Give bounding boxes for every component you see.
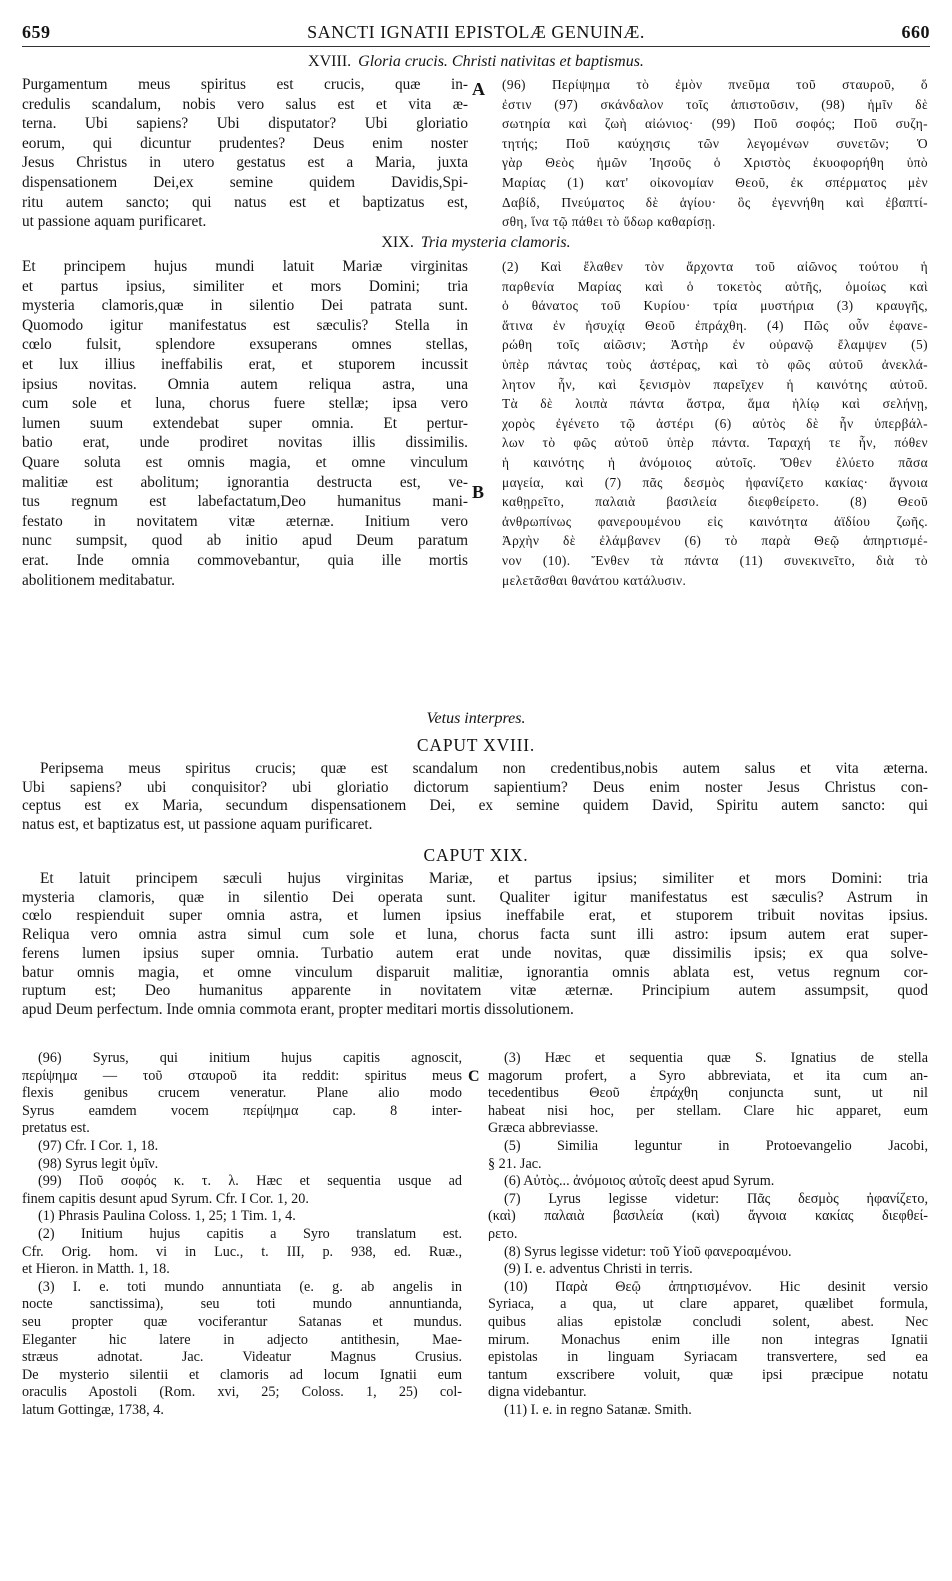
latin-line: malitiæ est abolitum; ignorantia destructa est, ve-	[22, 473, 468, 491]
footnotes-left	[22, 1050, 462, 1419]
footnote-line: latum Gottingæ, 1738, 4.	[22, 1401, 164, 1418]
footnote-line: (5) Similia leguntur in Protoevangelio Jacobi,	[504, 1137, 928, 1154]
greek-line: ἀνθρωπίνως φανερουμένου εἰς καινότητα ἀϊδίου ζωῆς.	[502, 513, 928, 529]
latin-line: nunc sumpsit, quod ab initio apud Deum paratum	[22, 532, 468, 550]
footnote-line: pretatus est.	[22, 1120, 90, 1137]
greek-line: λητον ἦν, καὶ ξενισμὸν παρεῖχεν ἡ καινότης αὐτοῦ.	[502, 376, 928, 392]
latin-line: et lux illius ineffabilis erat, et stuporem incussit	[22, 355, 468, 373]
latin-line: cum sole et luna, chorus fuere stellæ; ipsa vero	[22, 395, 468, 413]
greek-column-xviii	[502, 75, 928, 232]
footnote-line: Syrus eamdem vocem περίψημα cap. 8 inter-	[22, 1102, 462, 1119]
latin-line: terna. Ubi sapiens? Ubi disputator? Ubi gloriatio	[22, 115, 468, 133]
footnote-line: Cfr. Orig. hom. vi in Luc., t. III, p. 938, ed. Ruæ.,	[22, 1243, 462, 1260]
footnote-line: finem capitis desunt apud Syrum. Cfr. I Cor. 1, 20.	[22, 1190, 309, 1207]
footnote-line: (7) Lyrus legisse videtur: Πᾶς δεσμὸς ἠφανίζετο,	[504, 1190, 928, 1207]
latin-line: Purgamentum meus spiritus est crucis, quæ in-	[22, 76, 468, 93]
latin-column-xix	[22, 257, 468, 590]
caput-xix-heading: CAPUT XIX.	[423, 845, 529, 865]
running-title: SANCTI IGNATII EPISTOLÆ GENUINÆ.	[307, 22, 645, 42]
margin-marker-a: A	[472, 79, 485, 99]
section-title: Tria mysteria clamoris.	[420, 234, 571, 251]
footnote-line: (3) I. e. toti mundo annuntiata (e. g. ab angelis in	[38, 1278, 462, 1295]
footnote-line: ρετο.	[488, 1225, 518, 1242]
footnote-line: Syriaca, a qua, ut clare apparet, quælibet formula,	[488, 1296, 928, 1313]
latin-line: Quomodo igitur manifestatus est sæculis? Stella in	[22, 316, 468, 334]
margin-marker-b: B	[472, 482, 485, 502]
footnote-line: Græca abbreviasse.	[488, 1120, 599, 1137]
footnote-line: (96) Syrus, qui initium hujus capitis agnoscit,	[38, 1050, 462, 1066]
footnote-line: (8) Syrus legisse videtur: τοῦ Υἱοῦ φανεροαμένου.	[504, 1243, 792, 1260]
greek-line: ἐστιν (97) σκάνδαλον τοῖς ἀπιστοῦσιν, (98) ἡμῖν δὲ	[502, 96, 928, 112]
latin-line: mysteria clamoris,quæ in silentio Dei patrata sunt.	[22, 297, 468, 315]
footnote-line: De mysterio silentii et clamoris ad locum Ignatii eum	[22, 1366, 462, 1383]
footnote-line: (καὶ) παλαιὰ βασιλεία (καὶ) ἄγνοια κακίας διεφθεί-	[488, 1208, 928, 1225]
footnotes-right	[488, 1050, 928, 1419]
section-numeral: XIX.	[381, 234, 414, 251]
greek-line: παρθενία Μαρίας καὶ ὁ τοκετὸς αὐτῆς, ὁμοίως καὶ	[502, 278, 928, 294]
vetus-line: natus est, et baptizatus est, ut passione aquam purificaret.	[22, 816, 373, 834]
vetus-line: batur omnis magia, et omne vinculum disparuit malitiæ, ignorantia omnis ablata est, vetus regnum cor-	[22, 963, 928, 981]
latin-line: et partus ipsius, similiter et mors Domini; tria	[22, 277, 468, 295]
footnote-line: stræus adnotat. Jac. Videatur Magnus Crusius.	[22, 1349, 462, 1366]
vetus-line: Ubi sapiens? ubi conquisitor? ubi gloriatio dictorum sapientium? Deus enim noster Jesus Christus con-	[22, 778, 928, 796]
vetus-line: Peripsema meus spiritus crucis; quæ est scandalum non credentibus,nobis autem salus et vita æterna.	[40, 760, 928, 777]
latin-line: Et principem hujus mundi latuit Mariæ virginitas	[22, 258, 468, 275]
latin-line: ut passione aquam purificaret.	[22, 213, 207, 231]
greek-line: (2) Καὶ ἔλαθεν τὸν ἄρχοντα τοῦ αἰῶνος τούτου ἡ	[502, 259, 928, 274]
vetus-interpres-heading: Vetus interpres.	[426, 710, 526, 727]
section-heading-xviii	[0, 52, 952, 72]
greek-line: Δαβίδ, Πνεύματος δὲ ἁγίου· ὃς ἐγεννήθη καὶ ἐβαπτί-	[502, 194, 928, 210]
footnote-line: (1) Phrasis Paulina Coloss. 1, 25; 1 Tim. 1, 4.	[38, 1208, 296, 1225]
margin-marker-c: C	[468, 1068, 480, 1085]
vetus-line: mysteria clamoris, quæ in silentio Dei operata sunt. Qualiter igitur manifestatus est sæculis? Astrum in	[22, 888, 928, 906]
footnote-line: (2) Initium hujus capitis a Syro translatum est.	[38, 1225, 462, 1242]
greek-line: λων τὸ φῶς αὐτοῦ ὑπὲρ πάντα. Ταραχή τε ἦν, πόθεν	[502, 435, 928, 451]
footnote-line: (3) Hæc et sequentia quæ S. Ignatius de stella	[504, 1050, 928, 1066]
caput-xviii-text	[22, 760, 928, 835]
section-numeral: XVIII.	[308, 53, 352, 70]
greek-line: Μαρίας (1) κατ' οἰκονομίαν Θεοῦ, ἐκ σπέρματος μὲν	[502, 174, 928, 190]
vetus-line: Et latuit principem sæculi hujus virginitas Mariæ, et partus ipsius; similiter et mors Domini: tria	[40, 870, 928, 887]
latin-line: tus regnum est labefactatum,Deo humanitus mani-	[22, 493, 468, 511]
footnote-line: (9) I. e. adventus Christi in terris.	[504, 1261, 693, 1278]
greek-line: ἅτινα ἐν ἡσυχίᾳ Θεοῦ ἐπράχθη. (4) Πῶς οὖν ἐφανε-	[502, 317, 928, 333]
latin-line: Quare soluta est omnis magia, et omne vinculum	[22, 453, 468, 471]
vetus-line: Reliqua vero omnia astra simul cum sole et luna, chorus facta sunt illi astro: ipsum autem erat super-	[22, 926, 928, 944]
footnote-line: Eleganter hic latere in adjecto antithesin, Mae-	[22, 1331, 462, 1348]
latin-line: Jesus Christus in utero gestatus est a Maria, juxta	[22, 154, 468, 172]
greek-line: Ἀρχὴν δὲ ἐλάμβανεν (6) τὸ παρὰ Θεῷ ἀπηρτισμέ-	[502, 533, 928, 549]
footnote-line: digna videbantur.	[488, 1384, 587, 1401]
greek-line: σθη, ἵνα τῷ πάθει τὸ ὕδωρ καθαρίσῃ.	[502, 214, 716, 230]
section-title: Gloria crucis. Christi nativitas et baptismus.	[358, 53, 644, 70]
greek-line: μελετᾶσθαι θανάτου κατάλυσιν.	[502, 572, 687, 588]
footnote-line: flexis genibus crucem veneratur. Plane alio modo	[22, 1085, 462, 1102]
latin-line: batio erat, unde prodiret novitas illis dissimilis.	[22, 434, 468, 452]
vetus-line: cœlo respienduit super omnia astra, et lumen ipsius ineffabile erat, et stuporem tribuit novitas ipsius.	[22, 907, 928, 925]
latin-line: lumen suum extendebat super omnia. Et pertur-	[22, 414, 468, 432]
greek-line: ὁ θάνατος τοῦ Κυρίου· τρία μυστήρια (3) κραυγῆς,	[502, 298, 928, 314]
footnote-line: quibus alias epistolæ concludi solent, abest. Nec	[488, 1313, 928, 1330]
greek-line: ἡ καινότης ἡ ἀνόμοιος αὐτοῖς. Ὅθεν ἐλύετο πᾶσα	[502, 454, 928, 470]
footnote-line: mirum. Monachus enim ille non integras Ignatii	[488, 1331, 928, 1348]
latin-column-xviii	[22, 75, 468, 232]
page-number-left: 659	[22, 22, 51, 42]
greek-line: σωτηρία καὶ ζωὴ αἰώνιος· (99) Ποῦ σοφός; Ποῦ συζη-	[502, 116, 928, 132]
greek-line: (96) Περίψημα τὸ ἐμὸν πνεῦμα τοῦ σταυροῦ, ὅ	[502, 77, 928, 92]
greek-line: Τὰ δὲ λοιπὰ πάντα ἄστρα, ἅμα ἡλίῳ καὶ σελήνῃ,	[502, 396, 928, 412]
latin-line: ritu autem sancto; qui natus est et baptizatus est,	[22, 193, 468, 211]
footnote-line: et Hieron. in Matth. 1, 18.	[22, 1261, 170, 1278]
caput-xviii-heading: CAPUT XVIII.	[416, 735, 536, 755]
footnote-line: (98) Syrus legit ὑμῖν.	[38, 1155, 159, 1172]
footnote-line: § 21. Jac.	[488, 1155, 542, 1172]
footnote-line: magorum profert, a Syro abbreviata, et ita cum an-	[488, 1067, 928, 1084]
latin-line: credulis scandalum, nobis vero salus est et vita æ-	[22, 95, 468, 113]
latin-line: dispensationem Dei,ex semine quidem Davidis,Spi-	[22, 173, 468, 191]
footnote-line: tecedentibus Θεοῦ ἐπράχθη conjuncta sunt, ut nil	[488, 1085, 928, 1102]
latin-line: erat. Inde omnia commovebantur, quia ille mortis	[22, 551, 468, 569]
footnote-line: (11) I. e. in regno Satanæ. Smith.	[504, 1401, 692, 1418]
vetus-line: ruptum est; Deo humanitus apparente in novitatem vitæ æternæ. Principium autem assumpsit, quod	[22, 982, 928, 1000]
footnote-line: oraculis Apostoli (Rom. xvi, 25; Coloss. 1, 25) col-	[22, 1384, 462, 1401]
footnote-line: habeat nisi hoc, per stellam. Clare hic apparet, eum	[488, 1102, 928, 1119]
greek-line: γὰρ Θεὸς ἡμῶν Ἰησοῦς ὁ Χριστὸς ἐκυοφορήθη ὑπὸ	[502, 155, 928, 171]
footnote-line: (6) Αὐτὸς... ἀνόμοιος αὐτοῖς deest apud Syrum.	[504, 1173, 775, 1190]
greek-line: χορὸς ἐγένετο τῷ ἀστέρι (6) αὐτὸς δὲ ἦν ὑπερβάλ-	[502, 415, 928, 431]
greek-line: τητής; Ποῦ καύχησις τῶν λεγομένων συνετῶν; Ὁ	[502, 135, 928, 151]
greek-line: μαγεία, καὶ (7) πᾶς δεσμὸς ἠφανίζετο κακίας· ἄγνοια	[502, 474, 928, 490]
greek-line: νον (10). Ἔνθεν τὰ πάντα (11) συνεκινεῖτο, διὰ τὸ	[502, 552, 928, 568]
header-rule	[22, 46, 930, 47]
footnote-line: περίψημα — τοῦ σταυροῦ ita reddit: spiritus meus	[22, 1067, 462, 1084]
footnote-line: epistolas in linguam Syriacam transvertere, sed ea	[488, 1349, 928, 1366]
caput-xix-text	[22, 870, 928, 1020]
page-number-right: 660	[901, 22, 930, 42]
greek-line: ὑπὲρ πάντας τοὺς ἀστέρας, καὶ τὸ φῶς αὐτοῦ ἀνεκλά-	[502, 356, 928, 372]
latin-line: festato in novitatem vitæ æternæ. Initium vero	[22, 512, 468, 530]
footnote-line: (99) Ποῦ σοφός κ. τ. λ. Hæc et sequentia usque ad	[38, 1173, 462, 1190]
vetus-line: apud Deum perfectum. Inde omnia commota erant, propter meditari mortis dissolutionem.	[22, 1000, 574, 1018]
greek-column-xix	[502, 257, 928, 590]
vetus-line: ferens lumen ipsius super omnia. Turbatio autem erat unde novitas, quæ dissimilis ipsis; ex qua solve-	[22, 944, 928, 962]
latin-line: eorum, qui dicuntur prudentes? Deus enim noster	[22, 134, 468, 152]
greek-line: ρώθη τοῖς αἰῶσιν; Ἀστὴρ ἐν οὐρανῷ ἔλαμψεν (5)	[502, 337, 928, 353]
latin-line: abolitionem meditabatur.	[22, 571, 175, 589]
latin-line: ipsius novitas. Omnia autem reliqua astra, una	[22, 375, 468, 393]
footnote-line: tantum exscribere voluit, quæ ipsi præcipue notatu	[488, 1366, 928, 1383]
footnote-line: (10) Παρὰ Θεῷ ἀπηρτισμένον. Hic desinit versio	[504, 1278, 928, 1295]
footnote-line: (97) Cfr. I Cor. 1, 18.	[38, 1137, 159, 1154]
vetus-line: ceptus est ex Maria, secundum dispensationem Dei, ex semine quidem David, Spiritu autem sancto: qui	[22, 797, 928, 815]
section-heading-xix	[0, 233, 952, 253]
footnote-line: nocte sanctissima), seu toti mundo annuntianda,	[22, 1296, 462, 1313]
footnote-line: seu propter quæ vociferantur Satanas et mundus.	[22, 1313, 462, 1330]
running-header	[22, 22, 930, 44]
latin-line: cœlo fulsit, splendore exsuperans omnes stellas,	[22, 336, 468, 354]
greek-line: καθῃρεῖτο, παλαιὰ βασιλεία διεφθείρετο. (8) Θεοῦ	[502, 494, 928, 510]
